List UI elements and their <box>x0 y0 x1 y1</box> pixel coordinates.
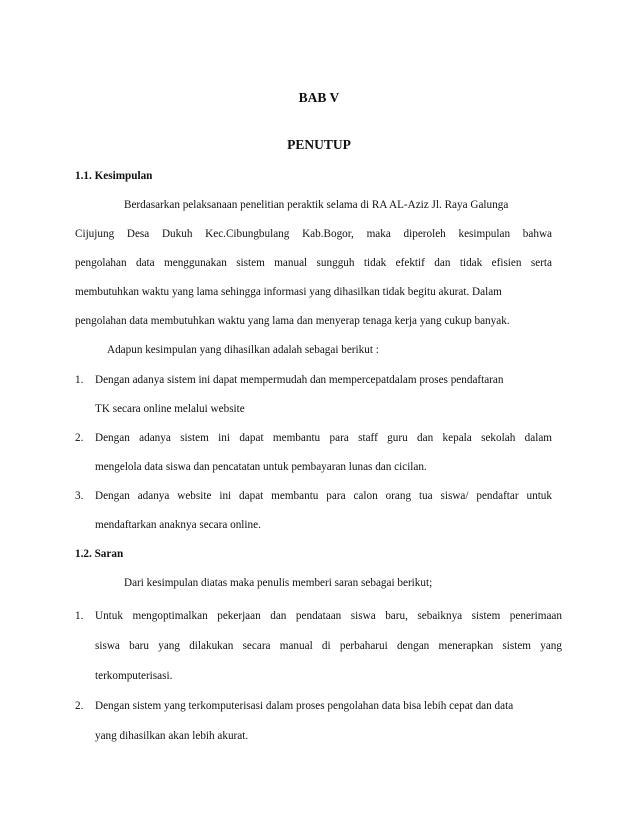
list-number: 2. <box>75 700 84 712</box>
list-item-line: terkomputerisasi. <box>95 670 173 682</box>
list-item-line: mendaftarkan anaknya secara online. <box>95 519 261 531</box>
chapter-title: PENUTUP <box>287 137 351 152</box>
paragraph-line: membutuhkan waktu yang lama sehingga informasi yang dihasilkan tidak begitu akurat. Dalam <box>75 286 502 298</box>
paragraph-line: Berdasarkan pelaksanaan penelitian peraktik selama di RA AL-Aziz Jl. Raya Galunga <box>124 199 509 211</box>
paragraph-line: Cijujung Desa Dukuh Kec.Cibungbulang Kab.Bogor, maka diperoleh kesimpulan bahwa <box>75 228 552 240</box>
paragraph-intro: Dari kesimpulan diatas maka penulis memberi saran sebagai berikut; <box>124 577 433 589</box>
list-item-line: TK secara online melalui website <box>95 403 245 415</box>
list-number: 1. <box>75 374 84 386</box>
list-item-line: mengelola data siswa dan pencatatan untuk pembayaran lunas dan cicilan. <box>95 461 427 473</box>
list-item-line: Dengan sistem yang terkomputerisasi dalam proses pengolahan data bisa lebih cepat dan data <box>95 700 514 712</box>
paragraph-line: pengolahan data membutuhkan waktu yang lama dan menyerap tenaga kerja yang cukup banyak. <box>75 315 510 327</box>
list-number: 3. <box>75 490 84 502</box>
chapter-label: BAB V <box>298 90 340 105</box>
list-number: 2. <box>75 432 84 444</box>
paragraph-line: pengolahan data menggunakan sistem manual sungguh tidak efektif dan tidak efisien serta <box>75 257 552 269</box>
section-heading-saran: 1.2. Saran <box>75 548 124 560</box>
paragraph-intro: Adapun kesimpulan yang dihasilkan adalah sebagai berikut : <box>107 344 379 356</box>
list-item-line: Dengan adanya website ini dapat membantu para calon orang tua siswa/ pendaftar untuk <box>95 490 552 502</box>
list-number: 1. <box>75 610 84 622</box>
list-item-line: Dengan adanya sistem ini dapat mempermudah dan mempercepatdalam proses pendaftaran <box>95 374 504 386</box>
list-item-line: yang dihasilkan akan lebih akurat. <box>95 730 249 742</box>
list-item-line: Untuk mengoptimalkan pekerjaan dan pendataan siswa baru, sebaiknya sistem penerimaan <box>95 610 562 622</box>
section-heading-kesimpulan: 1.1. Kesimpulan <box>75 170 153 182</box>
list-item-line: Dengan adanya sistem ini dapat membantu para staff guru dan kepala sekolah dalam <box>95 432 552 444</box>
list-item-line: siswa baru yang dilakukan secara manual di perbaharui dengan menerapkan sistem yang <box>95 640 562 652</box>
